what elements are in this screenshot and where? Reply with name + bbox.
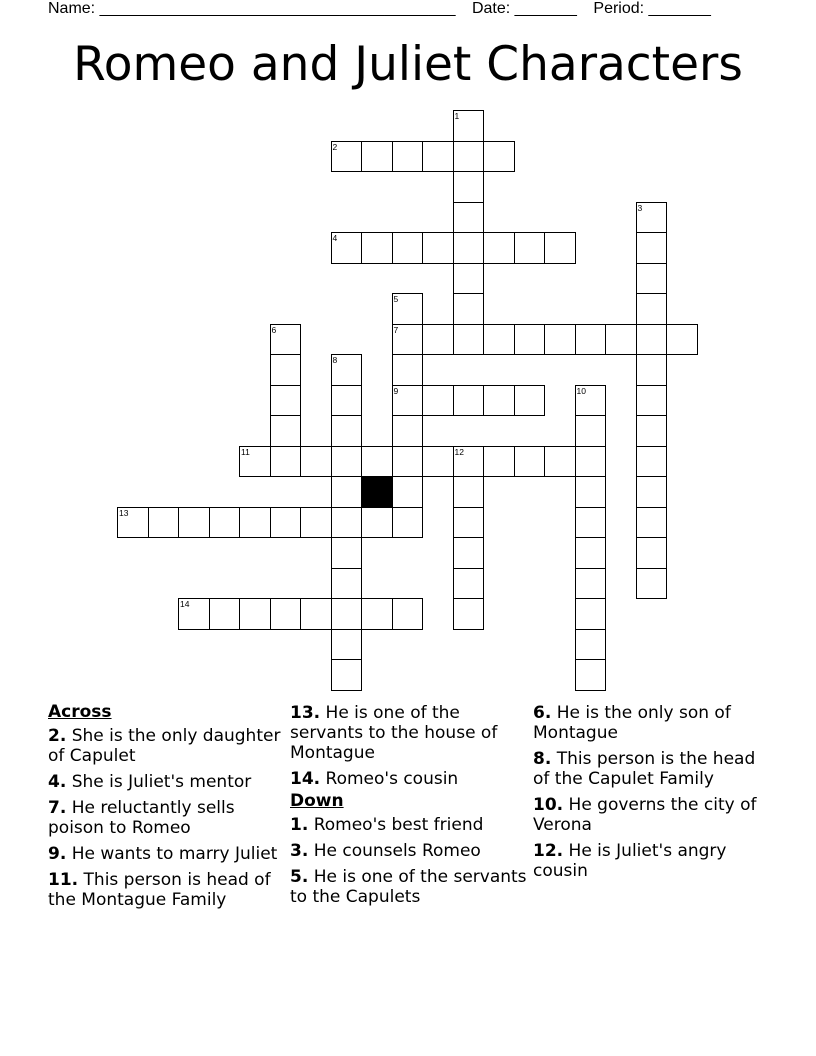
grid-cell[interactable] bbox=[483, 232, 515, 264]
grid-cell[interactable] bbox=[636, 568, 668, 600]
grid-cell[interactable] bbox=[636, 415, 668, 447]
clue-item bbox=[290, 769, 530, 789]
grid-cell[interactable] bbox=[361, 598, 393, 630]
grid-cell[interactable] bbox=[514, 324, 546, 356]
grid-cell[interactable] bbox=[575, 476, 607, 508]
grid-cell[interactable] bbox=[331, 568, 363, 600]
grid-cell[interactable] bbox=[575, 598, 607, 630]
grid-cell[interactable] bbox=[514, 385, 546, 417]
clues-column-2 bbox=[290, 703, 530, 913]
clue-text: She is Juliet's mentor bbox=[71, 772, 252, 792]
clue-number: 10. bbox=[533, 795, 564, 815]
grid-cell[interactable] bbox=[575, 507, 607, 539]
cell-number: 4 bbox=[332, 233, 338, 243]
clue-item bbox=[533, 703, 773, 743]
grid-cell[interactable] bbox=[575, 446, 607, 478]
grid-cell[interactable] bbox=[392, 598, 424, 630]
grid-cell[interactable] bbox=[483, 385, 515, 417]
clue-text: Romeo's cousin bbox=[325, 769, 459, 789]
clue-number: 1. bbox=[290, 815, 309, 835]
clue-number: 2. bbox=[48, 726, 67, 746]
grid-cell[interactable] bbox=[270, 446, 302, 478]
grid-cell[interactable] bbox=[575, 659, 607, 691]
grid-cell[interactable] bbox=[392, 232, 424, 264]
grid-cell[interactable] bbox=[331, 446, 363, 478]
cell-number: 6 bbox=[271, 324, 277, 335]
clue-item bbox=[48, 870, 288, 910]
clue-text: He reluctantly sells poison to Romeo bbox=[48, 798, 235, 838]
grid-cell[interactable] bbox=[392, 446, 424, 478]
period-field[interactable]: Period: _______ bbox=[593, 0, 711, 17]
header-fields bbox=[48, 0, 723, 18]
clue-number: 4. bbox=[48, 772, 67, 792]
clue-number: 14. bbox=[290, 769, 321, 789]
blocked-cell bbox=[361, 476, 393, 508]
grid-cell[interactable] bbox=[575, 629, 607, 661]
grid-cell[interactable] bbox=[331, 598, 363, 630]
clue-text: This person is head of the Montague Family bbox=[48, 870, 271, 910]
grid-cell[interactable] bbox=[636, 324, 668, 356]
cell-number: 7 bbox=[393, 324, 399, 335]
grid-cell[interactable] bbox=[453, 476, 485, 508]
clues-column-1 bbox=[48, 702, 288, 916]
clue-item bbox=[48, 772, 288, 792]
clue-item bbox=[48, 844, 288, 864]
grid-cell[interactable] bbox=[331, 537, 363, 569]
grid-cell[interactable] bbox=[453, 263, 485, 295]
grid-cell[interactable] bbox=[605, 324, 637, 356]
grid-cell[interactable] bbox=[575, 537, 607, 569]
grid-cell[interactable] bbox=[392, 141, 424, 173]
clue-number: 5. bbox=[290, 867, 309, 887]
clue-number: 7. bbox=[48, 798, 67, 818]
grid-cell[interactable] bbox=[300, 446, 332, 478]
clue-item bbox=[48, 798, 288, 838]
grid-cell[interactable] bbox=[300, 507, 332, 539]
grid-cell[interactable] bbox=[270, 354, 302, 386]
grid-cell[interactable] bbox=[453, 202, 485, 234]
clue-text: He governs the city of Verona bbox=[533, 795, 757, 835]
grid-cell[interactable] bbox=[636, 263, 668, 295]
grid-cell[interactable] bbox=[331, 629, 363, 661]
grid-cell[interactable] bbox=[636, 232, 668, 264]
clue-item bbox=[290, 841, 530, 861]
cell-number: 13 bbox=[119, 507, 129, 518]
clue-text: He counsels Romeo bbox=[313, 841, 481, 861]
cell-number: 9 bbox=[393, 385, 399, 396]
grid-cell[interactable] bbox=[483, 141, 515, 173]
clue-number: 11. bbox=[48, 870, 79, 890]
grid-cell[interactable] bbox=[544, 232, 576, 264]
grid-cell[interactable] bbox=[636, 446, 668, 478]
grid-cell[interactable] bbox=[453, 232, 485, 264]
cell-number: 3 bbox=[637, 202, 643, 213]
cell-number: 1 bbox=[454, 111, 460, 121]
grid-cell[interactable] bbox=[331, 507, 363, 539]
grid-cell[interactable] bbox=[239, 507, 271, 539]
grid-cell[interactable] bbox=[361, 507, 393, 539]
grid-cell[interactable] bbox=[392, 476, 424, 508]
clue-text: He is Juliet's angry cousin bbox=[533, 841, 727, 881]
grid-cell[interactable] bbox=[575, 415, 607, 447]
down-heading: Down bbox=[290, 791, 344, 811]
grid-cell[interactable] bbox=[636, 507, 668, 539]
grid-cell[interactable] bbox=[483, 446, 515, 478]
cell-number: 10 bbox=[576, 385, 586, 396]
grid-cell[interactable] bbox=[483, 324, 515, 356]
grid-cell[interactable] bbox=[422, 232, 454, 264]
clue-number: 13. bbox=[290, 703, 321, 723]
grid-cell[interactable] bbox=[453, 598, 485, 630]
across-heading: Across bbox=[48, 702, 112, 722]
clue-number: 3. bbox=[290, 841, 309, 861]
grid-cell[interactable] bbox=[300, 598, 332, 630]
grid-cell[interactable] bbox=[361, 141, 393, 173]
grid-cell[interactable] bbox=[636, 385, 668, 417]
grid-cell[interactable] bbox=[636, 537, 668, 569]
clue-item bbox=[533, 795, 773, 835]
grid-cell[interactable] bbox=[544, 446, 576, 478]
grid-cell[interactable] bbox=[209, 598, 241, 630]
clue-number: 12. bbox=[533, 841, 564, 861]
cell-number: 5 bbox=[393, 294, 399, 304]
grid-cell[interactable] bbox=[514, 446, 546, 478]
clues-column-3 bbox=[533, 703, 773, 887]
grid-cell[interactable] bbox=[270, 507, 302, 539]
clue-number: 6. bbox=[533, 703, 552, 723]
grid-cell[interactable] bbox=[270, 385, 302, 417]
grid-cell[interactable] bbox=[148, 507, 180, 539]
grid-cell[interactable] bbox=[453, 568, 485, 600]
cell-number: 8 bbox=[332, 355, 338, 365]
grid-cell[interactable] bbox=[239, 598, 271, 630]
clue-text: He wants to marry Juliet bbox=[71, 844, 278, 864]
grid-cell[interactable] bbox=[392, 415, 424, 447]
clue-item bbox=[533, 749, 773, 789]
page-title: Romeo and Juliet Characters bbox=[73, 37, 743, 92]
cell-number: 2 bbox=[332, 141, 338, 152]
grid-cell[interactable] bbox=[453, 507, 485, 539]
clue-item bbox=[290, 867, 530, 907]
grid-cell[interactable] bbox=[392, 354, 424, 386]
grid-cell[interactable] bbox=[453, 141, 485, 173]
clue-text: He is one of the servants to the house of Montague bbox=[290, 703, 498, 763]
grid-cell[interactable] bbox=[575, 324, 607, 356]
grid-cell[interactable] bbox=[361, 446, 393, 478]
grid-cell[interactable] bbox=[636, 476, 668, 508]
name-field[interactable]: Name: ________________________________________ bbox=[48, 0, 456, 17]
grid-cell[interactable] bbox=[666, 324, 698, 356]
clue-text: He is one of the servants to the Capulets bbox=[290, 867, 527, 907]
grid-cell[interactable] bbox=[422, 141, 454, 173]
grid-cell[interactable] bbox=[422, 446, 454, 478]
grid-cell[interactable] bbox=[422, 324, 454, 356]
clue-item bbox=[290, 703, 530, 763]
grid-cell[interactable] bbox=[636, 354, 668, 386]
grid-cell[interactable] bbox=[392, 507, 424, 539]
grid-cell[interactable] bbox=[361, 232, 393, 264]
cell-number: 12 bbox=[454, 446, 464, 457]
grid-cell[interactable] bbox=[453, 385, 485, 417]
grid-cell[interactable] bbox=[514, 232, 546, 264]
grid-cell[interactable] bbox=[453, 537, 485, 569]
grid-cell[interactable] bbox=[178, 507, 210, 539]
grid-cell[interactable] bbox=[331, 476, 363, 508]
grid-cell[interactable] bbox=[331, 415, 363, 447]
grid-cell[interactable] bbox=[575, 568, 607, 600]
cell-number: 11 bbox=[241, 446, 250, 457]
grid-cell[interactable] bbox=[270, 415, 302, 447]
grid-cell[interactable] bbox=[453, 171, 485, 203]
clue-item bbox=[290, 815, 530, 835]
date-field[interactable]: Date: _______ bbox=[471, 0, 577, 17]
clue-number: 8. bbox=[533, 749, 552, 769]
clue-text: He is the only son of Montague bbox=[533, 703, 731, 743]
clue-number: 9. bbox=[48, 844, 67, 864]
clue-item bbox=[533, 841, 773, 881]
clue-text: She is the only daughter of Capulet bbox=[48, 726, 281, 766]
cell-number: 14 bbox=[180, 599, 190, 609]
grid-cell[interactable] bbox=[453, 293, 485, 325]
grid-cell[interactable] bbox=[422, 385, 454, 417]
grid-cell[interactable] bbox=[544, 324, 576, 356]
clue-text: Romeo's best friend bbox=[313, 815, 484, 835]
grid-cell[interactable] bbox=[331, 385, 363, 417]
grid-cell[interactable] bbox=[636, 293, 668, 325]
clue-item bbox=[48, 726, 288, 766]
clue-text: This person is the head of the Capulet Family bbox=[533, 749, 756, 789]
grid-cell[interactable] bbox=[209, 507, 241, 539]
grid-cell[interactable] bbox=[453, 324, 485, 356]
grid-cell[interactable] bbox=[331, 659, 363, 691]
grid-cell[interactable] bbox=[270, 598, 302, 630]
